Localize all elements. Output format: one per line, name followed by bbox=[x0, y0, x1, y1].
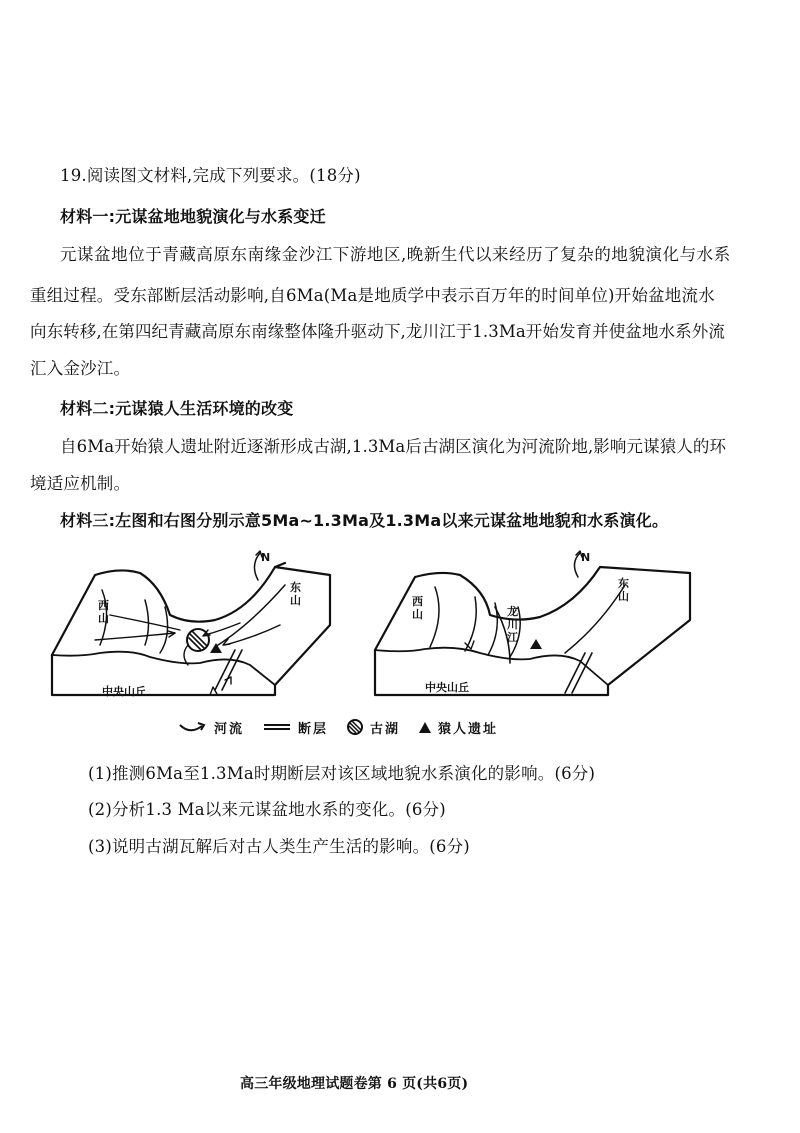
material1-line: 向东转移,在第四纪青藏高原东南缘整体隆升驱动下,龙川江于1.3Ma开始发育并使盆地水系外流 bbox=[30, 322, 725, 341]
north-arrow-right bbox=[574, 553, 580, 577]
material3-heading: 材料三:左图和右图分别示意5Ma~1.3Ma及1.3Ma以来元谋盆地地貌和水系演化。 bbox=[60, 511, 669, 530]
paleo-lake-icon bbox=[346, 718, 364, 736]
material2-line: 境适应机制。 bbox=[30, 474, 131, 493]
ape-site-marker bbox=[530, 639, 542, 649]
left-block-diagram bbox=[52, 563, 330, 695]
west-mountain-label: 西山 bbox=[98, 599, 109, 625]
legend-site-label: 猿人遗址 bbox=[438, 721, 499, 737]
material1-heading: 材料一:元谋盆地地貌演化与水系变迁 bbox=[60, 207, 326, 226]
material1-line: 汇入金沙江。 bbox=[30, 359, 131, 378]
legend-river-label: 河流 bbox=[214, 721, 245, 737]
east-mountain-label: 东山 bbox=[290, 581, 301, 607]
legend-site bbox=[418, 718, 498, 737]
central-hill-label: 中央山丘 bbox=[425, 681, 469, 694]
legend-fault bbox=[262, 718, 328, 737]
legend-river bbox=[178, 718, 244, 737]
material2-line: 自6Ma开始猿人遗址附近逐渐形成古湖,1.3Ma后古湖区演化为河流阶地,影响元谋猿人的环 bbox=[60, 437, 727, 456]
legend-lake-label: 古湖 bbox=[370, 721, 401, 737]
legend-lake bbox=[346, 718, 400, 737]
north-label: N bbox=[581, 551, 591, 564]
subquestion-1: (1)推测6Ma至1.3Ma时期断层对该区域地貌水系演化的影响。(6分) bbox=[88, 764, 596, 783]
north-arrow-left bbox=[254, 553, 260, 580]
ape-site-icon bbox=[418, 720, 432, 734]
material2-heading: 材料二:元谋猿人生活环境的改变 bbox=[60, 399, 294, 418]
right-block-diagram bbox=[375, 551, 690, 695]
basin-evolution-diagram bbox=[40, 545, 760, 745]
north-label: N bbox=[261, 551, 271, 564]
subquestion-3: (3)说明古湖瓦解后对古人类生产生活的影响。(6分) bbox=[88, 837, 470, 856]
longchuan-river-label: 龙川江 bbox=[507, 605, 518, 644]
material1-line: 重组过程。受东部断层活动影响,自6Ma(Ma是地质学中表示百万年的时间单位)开始盆地流水 bbox=[30, 286, 715, 305]
subquestion-2: (2)分析1.3 Ma以来元谋盆地水系的变化。(6分) bbox=[88, 800, 446, 819]
fault-line-icon bbox=[262, 721, 292, 733]
east-mountain-label: 东山 bbox=[618, 577, 629, 603]
material1-line: 元谋盆地位于青藏高原东南缘金沙江下游地区,晚新生代以来经历了复杂的地貌演化与水系 bbox=[60, 245, 731, 264]
west-mountain-label: 西山 bbox=[412, 595, 423, 621]
page-footer: 高三年级地理试题卷第 6 页(共6页) bbox=[240, 1076, 469, 1092]
central-hill-label: 中央山丘 bbox=[102, 685, 146, 698]
question-title: 19.阅读图文材料,完成下列要求。(18分) bbox=[60, 166, 361, 185]
legend-fault-label: 断层 bbox=[298, 721, 329, 737]
diagram-legend bbox=[178, 717, 516, 737]
river-arrow-icon bbox=[178, 719, 208, 735]
